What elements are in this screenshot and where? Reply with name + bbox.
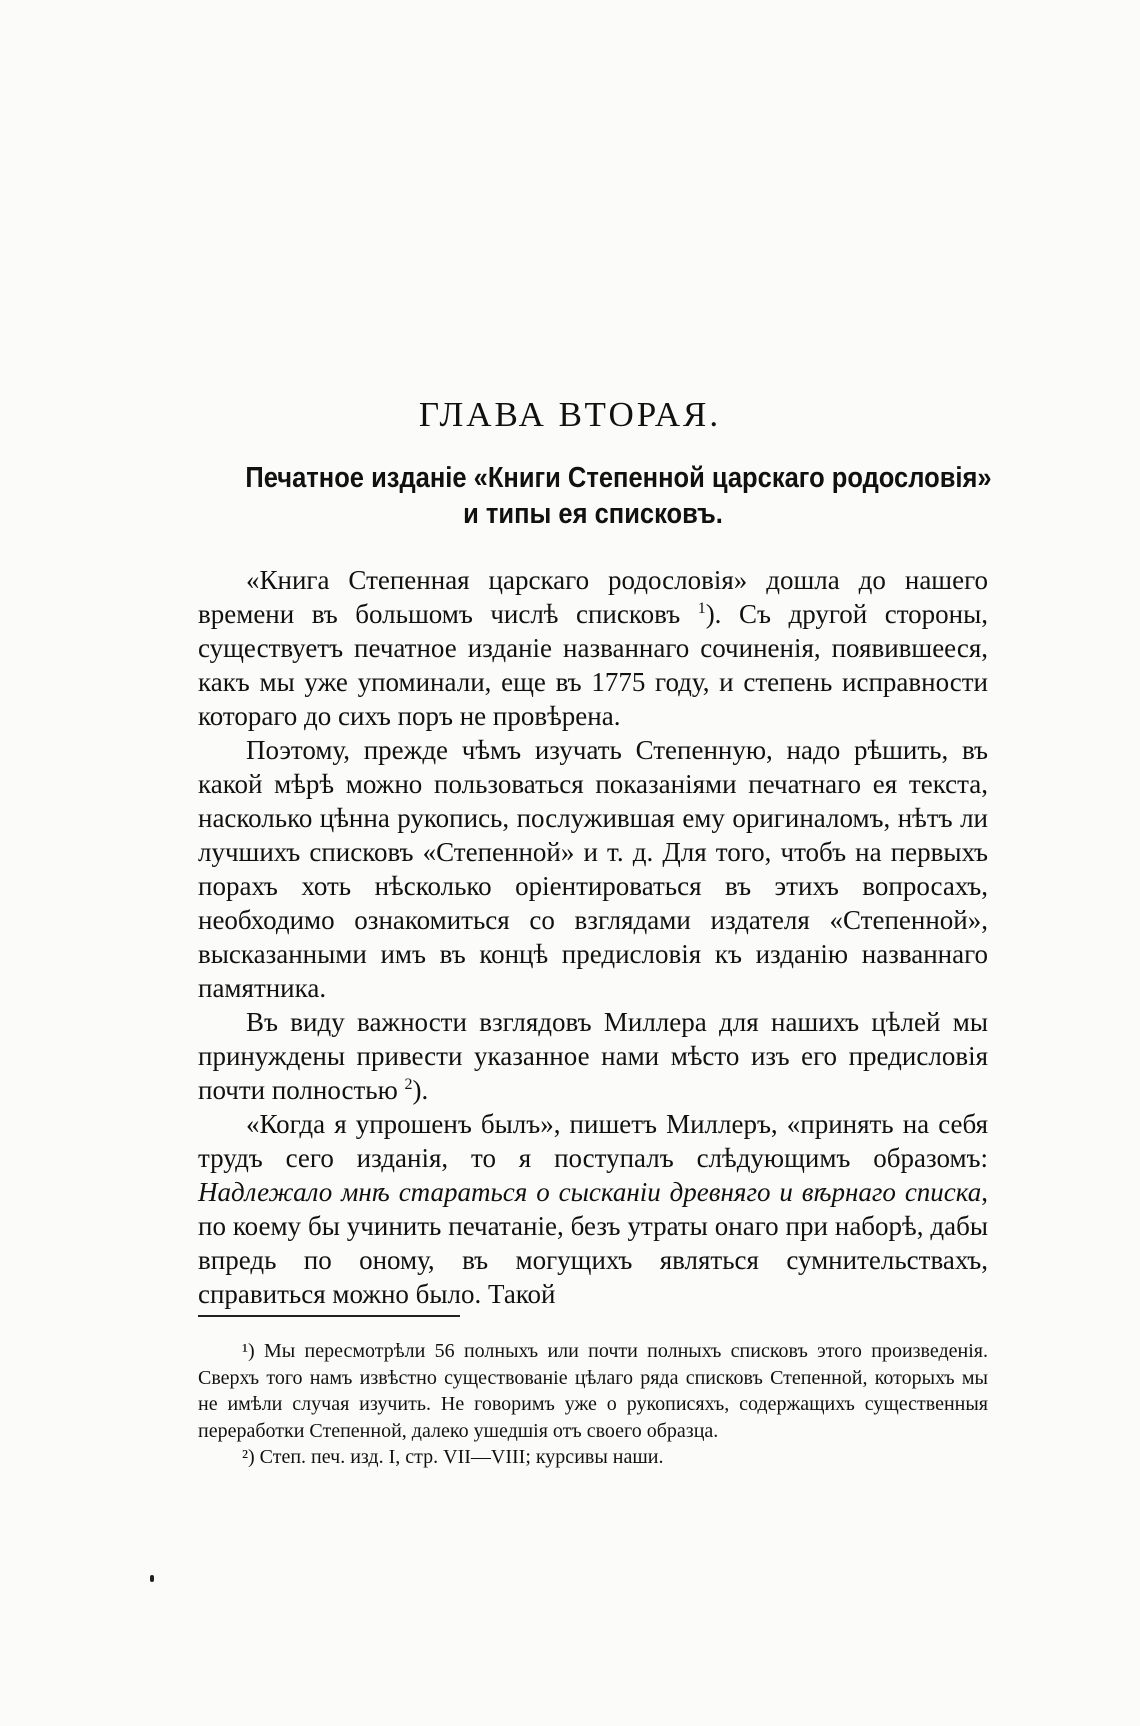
footnote-1-text: Мы пересмотрѣли 56 полныхъ или почти полныхъ списковъ этого произведенія. Сверхъ того намъ извѣстно существованіе цѣлаго ряда списковъ Степенной, которыхъ мы не имѣли случая изучить. Не говоримъ уже о рукописяхъ, содержащихъ существенныя переработки Степенной, далеко ушедшія отъ своего образца. <box>198 1340 988 1442</box>
paragraph-4-start: «Когда я упрошенъ былъ», пишетъ Миллеръ, «принять на себя трудъ сего изданія, то я поступалъ слѣдующимъ образомъ: <box>198 1109 988 1173</box>
paragraph-1-text: «Книга Степенная царскаго родословія» дошла до нашего времени въ большомъ числѣ списковъ <box>198 565 988 629</box>
paragraph-2: Поэтому, прежде чѣмъ изучать Степенную, надо рѣшить, въ какой мѣрѣ можно пользоваться показаніями печатнаго ея текста, насколько цѣнна рукопись, послужившая ему оригиналомъ, нѣтъ ли лучшихъ списковъ «Степенной» и т. д. Для того, чтобъ на первыхъ порахъ хоть нѣсколько оріентироваться въ этихъ вопросахъ, необходимо ознакомиться со взглядами издателя «Степенной», высказанными имъ въ концѣ предисловія къ изданію названнаго памятника. <box>198 735 988 1003</box>
footnote-2-text: Степ. печ. изд. I, стр. VII—VIII; курсивы наши. <box>254 1446 664 1468</box>
paragraph-1 <box>198 563 988 733</box>
subtitle-line-2: и типы ея списковъ. <box>463 498 723 530</box>
paragraph-3-rest: ). <box>412 1075 429 1105</box>
paragraph-3-text: Въ виду важности взглядовъ Миллера для нашихъ цѣлей мы принуждены привести указанное нами мѣсто изъ его предисловія почти полностью <box>198 1007 988 1105</box>
paragraph-4-italic: Надлежало мнѣ стараться о сысканіи древняго и вѣрнаго списка <box>198 1177 982 1207</box>
main-text <box>198 563 988 1311</box>
footnote-ref-1: 1 <box>697 600 706 617</box>
paragraph-1-rest: ). Съ другой стороны, существуетъ печатное изданіе названнаго сочиненія, появившееся, какъ мы уже упоминали, еще въ 1775 году, и степень исправности котораго до сихъ поръ не провѣрена. <box>198 599 988 731</box>
paragraph-3 <box>198 1005 988 1107</box>
footnote-ref-2: 2 <box>404 1076 413 1093</box>
footnote-1-marker: ¹) <box>242 1340 255 1362</box>
chapter-title: ГЛАВА ВТОРАЯ. <box>418 395 722 434</box>
footnote-divider <box>198 1315 460 1317</box>
chapter-subtitle <box>245 460 992 532</box>
paragraph-4-end: , по коему бы учинить печатаніе, безъ утраты онаго при наборѣ, дабы впредь по оному, въ могущихъ являться сумнительствахъ, справиться можно было. Такой <box>198 1177 988 1309</box>
footnotes <box>198 1338 988 1471</box>
footnote-2-marker: ²) <box>242 1446 255 1468</box>
footnote-1 <box>198 1338 988 1444</box>
footnote-2 <box>198 1444 988 1471</box>
paragraph-4 <box>198 1107 988 1311</box>
subtitle-line-1: Печатное изданіе «Книги Степенной царскаго родословія» <box>245 462 992 494</box>
ink-speck <box>150 1575 154 1582</box>
